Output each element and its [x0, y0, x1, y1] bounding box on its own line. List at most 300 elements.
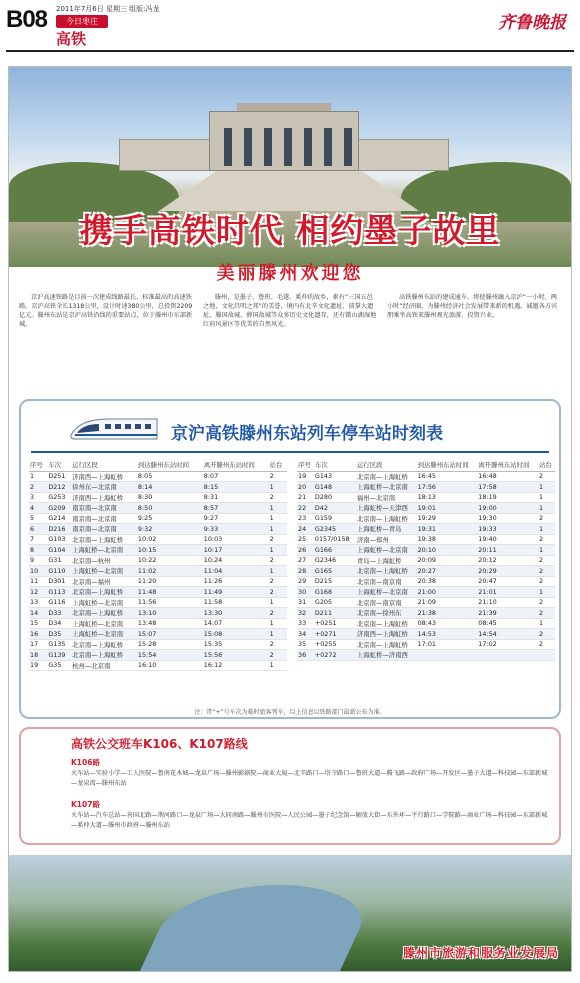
table-cell: 2	[29, 482, 47, 493]
table-cell: D215	[314, 576, 356, 587]
table-cell: 35	[297, 639, 314, 650]
table-cell: 23	[297, 513, 314, 524]
table-cell: G159	[314, 513, 356, 524]
table-cell: 08:43	[417, 618, 478, 629]
table-cell: 1	[269, 597, 287, 608]
table-cell: 20:12	[477, 555, 538, 566]
table-cell: G165	[314, 566, 356, 577]
table-cell: 19:01	[417, 503, 478, 514]
table-cell: 1	[269, 566, 287, 577]
table-cell: 21:09	[417, 597, 478, 608]
table-cell: 3	[29, 492, 47, 503]
table-row	[29, 597, 287, 608]
table-cell: 杭州—北京南	[71, 660, 137, 671]
table-cell: 19	[29, 660, 47, 671]
table-row	[297, 524, 555, 535]
timetable-header-cell: 运行区段	[71, 459, 137, 471]
table-row	[297, 482, 555, 493]
table-cell: G214	[47, 513, 71, 524]
table-cell: 15:07	[137, 629, 203, 640]
table-cell: 18:13	[417, 492, 478, 503]
table-cell: 13:30	[203, 608, 269, 619]
table-cell: 1	[269, 660, 287, 671]
table-cell: G35	[47, 660, 71, 671]
table-cell: 8:50	[137, 503, 203, 514]
table-row	[297, 597, 555, 608]
table-cell: 5	[29, 513, 47, 524]
table-row	[297, 576, 555, 587]
table-row	[29, 471, 287, 482]
table-cell: 2	[538, 513, 555, 524]
table-row	[29, 639, 287, 650]
table-cell: 1	[269, 482, 287, 493]
table-row	[29, 524, 287, 535]
timetable-header-cell: 序号	[297, 459, 314, 471]
table-cell: 13:48	[137, 618, 203, 629]
section-title: 高铁	[56, 30, 87, 48]
article-body	[19, 293, 561, 393]
table-cell: 8:14	[137, 482, 203, 493]
station-wing-right	[357, 139, 449, 171]
table-cell: D211	[314, 608, 356, 619]
table-row	[297, 513, 555, 524]
table-cell: 1	[538, 524, 555, 535]
timetable-rule	[31, 451, 549, 453]
scenic-river-image	[9, 855, 571, 972]
table-cell: 31	[297, 597, 314, 608]
table-cell: D216	[47, 524, 71, 535]
station-window	[264, 128, 272, 166]
table-row	[29, 650, 287, 661]
timetable-header-cell: 离开滕州东站时间	[477, 459, 538, 471]
station-window	[224, 128, 232, 166]
timetable-header-cell: 到达滕州东站时间	[137, 459, 203, 471]
table-row	[29, 503, 287, 514]
table-row	[297, 492, 555, 503]
table-cell: 2	[269, 608, 287, 619]
table-cell: 上海虹桥—北京南	[71, 618, 137, 629]
table-cell: 2	[538, 555, 555, 566]
table-cell: 北京南—上海虹桥	[71, 587, 137, 598]
table-cell: 北京南—上海虹桥	[356, 639, 417, 650]
station-building	[209, 111, 359, 171]
table-cell: 8:07	[203, 471, 269, 482]
article-paragraph: 京沪高速铁路是目前一次建成线路最长、标准最高的高速铁路。京沪高铁全长1318公里，设计时速380公里，总投资2209亿元。滕州东站是京沪高铁沿线的重要站点，位于滕州市东部新城。	[19, 294, 193, 328]
table-cell: 14	[29, 608, 47, 619]
table-cell: 北京南—福州	[71, 576, 137, 587]
table-cell: 1	[269, 524, 287, 535]
table-cell: 16:48	[477, 471, 538, 482]
table-cell: 21:00	[417, 587, 478, 598]
table-cell: 19:40	[477, 534, 538, 545]
table-cell: 济南西—上海虹桥	[71, 471, 137, 482]
table-cell: 南京南—北京南	[71, 503, 137, 514]
table-cell: 17:02	[477, 639, 538, 650]
table-cell: D280	[314, 492, 356, 503]
timetable-title: 京沪高铁滕州东站列车停车站时刻表	[171, 424, 443, 444]
table-cell: 上海虹桥—北京南	[356, 545, 417, 556]
table-row	[29, 555, 287, 566]
table-cell: 北京南—南京南	[356, 597, 417, 608]
table-cell: G104	[47, 545, 71, 556]
table-cell	[417, 650, 478, 661]
table-cell: 21:39	[477, 608, 538, 619]
table-cell: 1	[538, 503, 555, 514]
table-cell: 上海虹桥—北京南	[71, 566, 137, 577]
table-cell: 北京南—上海虹桥	[71, 534, 137, 545]
table-row	[29, 513, 287, 524]
table-cell: 2	[269, 576, 287, 587]
table-cell: 20:10	[417, 545, 478, 556]
table-row	[297, 545, 555, 556]
table-cell: G166	[314, 545, 356, 556]
table-cell: D42	[314, 503, 356, 514]
table-cell: 36	[297, 650, 314, 661]
table-cell: 4	[29, 503, 47, 514]
timetable-header-cell: 运行区段	[356, 459, 417, 471]
bus-route-box	[19, 727, 561, 845]
table-cell: 北京南—上海虹桥	[71, 639, 137, 650]
table-cell: 上海虹桥—济南西	[356, 650, 417, 661]
river-shape	[138, 885, 380, 972]
table-cell: G103	[47, 534, 71, 545]
timetable-header-row	[29, 459, 287, 471]
table-cell: 11	[29, 576, 47, 587]
table-cell: 2	[269, 555, 287, 566]
table-cell: 8:05	[137, 471, 203, 482]
table-cell: 20	[297, 482, 314, 493]
table-cell: 30	[297, 587, 314, 598]
table-cell: 1	[269, 618, 287, 629]
table-row	[29, 576, 287, 587]
table-cell: 20:47	[477, 576, 538, 587]
table-row	[297, 608, 555, 619]
table-cell: 上海虹桥—青岛	[356, 524, 417, 535]
table-row	[29, 545, 287, 556]
table-cell: G148	[314, 482, 356, 493]
page-header	[0, 0, 580, 60]
table-cell: 1	[538, 482, 555, 493]
table-cell: 17:56	[417, 482, 478, 493]
table-cell: 2	[538, 471, 555, 482]
table-row	[29, 492, 287, 503]
table-cell: 8:15	[203, 482, 269, 493]
table-cell: 34	[297, 629, 314, 640]
table-cell: 15:56	[203, 650, 269, 661]
table-cell: 25	[297, 534, 314, 545]
table-cell: 2	[269, 587, 287, 598]
table-cell: +0255	[314, 639, 356, 650]
table-cell: D212	[47, 482, 71, 493]
headline: 携手高铁时代 相约墨子故里	[79, 211, 501, 250]
table-cell: 1	[269, 629, 287, 640]
table-cell: 20:11	[477, 545, 538, 556]
table-cell: 13:10	[137, 608, 203, 619]
table-cell: 1	[29, 471, 47, 482]
table-cell: G143	[314, 471, 356, 482]
table-cell: 32	[297, 608, 314, 619]
table-cell: 11:02	[137, 566, 203, 577]
table-cell: 16:45	[417, 471, 478, 482]
table-cell: 27	[297, 555, 314, 566]
table-cell: G116	[47, 597, 71, 608]
table-cell: 2	[269, 650, 287, 661]
table-row	[29, 608, 287, 619]
table-cell: G31	[47, 555, 71, 566]
table-cell: 19:00	[477, 503, 538, 514]
table-cell: 33	[297, 618, 314, 629]
table-cell: G2346	[314, 555, 356, 566]
table-cell: 8	[29, 545, 47, 556]
station-window	[344, 128, 352, 166]
table-cell: 2	[269, 492, 287, 503]
station-window	[284, 128, 292, 166]
subheadline: 美丽滕州欢迎您	[216, 263, 364, 284]
table-cell: 青岛—上海虹桥	[356, 555, 417, 566]
timetable-header-cell: 站台	[538, 459, 555, 471]
table-cell: D301	[47, 576, 71, 587]
table-cell: 14:07	[203, 618, 269, 629]
table-cell: 13	[29, 597, 47, 608]
table-row	[297, 639, 555, 650]
table-cell: 10:22	[137, 555, 203, 566]
table-cell: 济南—郑州	[356, 534, 417, 545]
table-cell: 17	[29, 639, 47, 650]
timetable-header-cell: 序号	[29, 459, 47, 471]
timetable-right	[297, 459, 555, 661]
table-cell: 10:17	[203, 545, 269, 556]
table-cell: 08:45	[477, 618, 538, 629]
station-window	[244, 128, 252, 166]
table-cell: 9:25	[137, 513, 203, 524]
table-cell: G113	[47, 587, 71, 598]
table-cell: 20:27	[417, 566, 478, 577]
bus-route-title: 高铁公交班车K106、K107路线	[71, 737, 248, 751]
table-cell: 2	[269, 471, 287, 482]
table-cell: 2	[538, 576, 555, 587]
table-cell: 北京南—南京南	[356, 576, 417, 587]
table-cell: 2	[538, 629, 555, 640]
table-cell: 10:24	[203, 555, 269, 566]
table-cell: 8:31	[203, 492, 269, 503]
table-cell: 上海虹桥—天津西	[356, 503, 417, 514]
table-cell: 上海虹桥—北京南	[356, 482, 417, 493]
table-cell	[477, 650, 538, 661]
table-cell: 16	[29, 629, 47, 640]
table-cell: 9:27	[203, 513, 269, 524]
station-window	[324, 128, 332, 166]
table-row	[29, 534, 287, 545]
table-cell: 济南西—上海虹桥	[356, 629, 417, 640]
table-cell: 上海虹桥—北京南	[356, 587, 417, 598]
table-cell: 北京南—徐州东	[356, 608, 417, 619]
table-cell: 9:32	[137, 524, 203, 535]
route-k106-label: K106路	[71, 758, 100, 767]
table-row	[297, 555, 555, 566]
table-cell: D251	[47, 471, 71, 482]
table-cell: 北京南—上海虹桥	[71, 650, 137, 661]
timetable-box	[19, 399, 561, 719]
table-row	[29, 660, 287, 671]
table-cell: 26	[297, 545, 314, 556]
table-row	[29, 629, 287, 640]
table-cell: 2	[538, 608, 555, 619]
table-cell: 19:31	[417, 524, 478, 535]
table-cell: 20:09	[417, 555, 478, 566]
table-cell: 18	[29, 650, 47, 661]
table-cell: G209	[47, 503, 71, 514]
station-wing-left	[119, 139, 211, 171]
timetable-header-cell: 离开滕州东站时间	[203, 459, 269, 471]
header-rule	[6, 50, 574, 52]
table-cell: 22	[297, 503, 314, 514]
table-cell: 1	[269, 545, 287, 556]
table-row	[297, 587, 555, 598]
table-cell: +0272	[314, 650, 356, 661]
table-cell: 15	[29, 618, 47, 629]
table-cell: 南京南—北京南	[71, 513, 137, 524]
table-cell: 徐州东—北京南	[71, 482, 137, 493]
table-cell: 28	[297, 566, 314, 577]
table-cell: 1	[269, 513, 287, 524]
table-row	[297, 471, 555, 482]
timetable-header-cell: 车次	[314, 459, 356, 471]
table-cell: 21:01	[477, 587, 538, 598]
table-cell: D34	[47, 618, 71, 629]
station-window	[304, 128, 312, 166]
table-cell: 10:02	[137, 534, 203, 545]
table-cell: 15:08	[203, 629, 269, 640]
table-cell: 福州—北京南	[356, 492, 417, 503]
table-cell: 19:30	[477, 513, 538, 524]
table-cell: 19:33	[477, 524, 538, 535]
table-cell: 2	[269, 534, 287, 545]
table-cell: G168	[314, 587, 356, 598]
table-cell: 11:49	[203, 587, 269, 598]
page-number: B08	[6, 6, 48, 33]
table-cell: 上海虹桥—北京南	[71, 629, 137, 640]
table-cell: +0251	[314, 618, 356, 629]
table-cell: 1	[269, 503, 287, 514]
table-cell: 北京南—上海虹桥	[356, 566, 417, 577]
table-cell: D33	[47, 608, 71, 619]
section-pill: 今日枣庄	[56, 15, 108, 28]
route-k107-stops: 火车站—汽车总站—善国北路—荆河路口—龙泉广场—大同南路—滕州市医院—人民公园—墨子纪念馆—解放大街—东外环—平行路口—学院路—商业广场—科技园—东部新城—奚仲大道—滕州市政府—滕州东站	[71, 812, 548, 829]
table-cell: G135	[47, 639, 71, 650]
table-row	[29, 618, 287, 629]
table-cell: 11:26	[203, 576, 269, 587]
table-cell: 19:29	[417, 513, 478, 524]
table-row	[29, 482, 287, 493]
timetable-left	[29, 459, 287, 671]
table-cell: 20:29	[477, 566, 538, 577]
table-row	[297, 566, 555, 577]
table-cell: 1	[538, 492, 555, 503]
table-cell: 11:48	[137, 587, 203, 598]
table-cell: 南京南—北京南	[71, 524, 137, 535]
table-cell: 11:04	[203, 566, 269, 577]
sponsor-bureau: 滕州市旅游和服务业发展局	[402, 946, 559, 960]
table-cell: 15:54	[137, 650, 203, 661]
timetable-header-cell: 车次	[47, 459, 71, 471]
table-cell: 0157/0158	[314, 534, 356, 545]
table-row	[29, 587, 287, 598]
table-cell: D35	[47, 629, 71, 640]
table-cell: 1	[538, 545, 555, 556]
table-cell: 19	[297, 471, 314, 482]
table-cell: 16:12	[203, 660, 269, 671]
table-cell: 15:28	[137, 639, 203, 650]
table-row	[297, 534, 555, 545]
table-cell: 24	[297, 524, 314, 535]
paper-logo: 齐鲁晚报	[498, 13, 566, 33]
table-cell: 12	[29, 587, 47, 598]
table-cell: 济南西—上海虹桥	[71, 492, 137, 503]
table-cell: G139	[47, 650, 71, 661]
table-cell: 2	[538, 639, 555, 650]
table-row	[29, 566, 287, 577]
table-cell: 11:58	[203, 597, 269, 608]
table-cell: 2	[538, 534, 555, 545]
table-cell: 北京南—上海虹桥	[71, 608, 137, 619]
table-cell: 17:01	[417, 639, 478, 650]
timetable-header-row	[297, 459, 555, 471]
table-cell: 14:53	[417, 629, 478, 640]
timetable-header-cell: 到达滕州东站时间	[417, 459, 478, 471]
table-cell: 8:57	[203, 503, 269, 514]
table-cell: 9:33	[203, 524, 269, 535]
high-speed-train-icon	[69, 411, 159, 445]
table-row	[297, 618, 555, 629]
table-cell: 16:10	[137, 660, 203, 671]
route-k107-label: K107路	[71, 800, 100, 809]
table-cell: G205	[314, 597, 356, 608]
article-paragraph: 高铁滕州东站的建成通车，将使滕州融入京沪“一小时、两小时”经济圈，为滕州经济社会发展带来新的机遇。诚邀各方宾朋乘坐高铁来滕州观光旅游、投资兴业。	[387, 294, 558, 319]
table-cell: 北京南—杭州	[71, 555, 137, 566]
table-cell: 上海虹桥—北京南	[71, 545, 137, 556]
table-cell: 21	[297, 492, 314, 503]
table-cell: 10:03	[203, 534, 269, 545]
table-cell: 上海虹桥—北京南	[71, 597, 137, 608]
table-cell: 10	[29, 566, 47, 577]
table-cell: 9	[29, 555, 47, 566]
table-cell: 2	[538, 566, 555, 577]
table-cell: 10:15	[137, 545, 203, 556]
table-cell: 1	[538, 587, 555, 598]
table-cell: 2	[538, 597, 555, 608]
table-cell: +0271	[314, 629, 356, 640]
table-cell: 20:38	[417, 576, 478, 587]
table-cell: 北京南—上海虹桥	[356, 471, 417, 482]
table-row	[297, 503, 555, 514]
table-cell: 14:54	[477, 629, 538, 640]
table-cell: 15:35	[203, 639, 269, 650]
article-paragraph: 滕州，是墨子、鲁班、毛遂、奚仲的故乡，素有“三国五邑之地，文化昌明之邦”的美誉，境内有北辛文化遗址、前掌大遗址、滕国故城、薛国故城等众多历史文化遗存，还有微山湖湿地红荷风景区等优美的自然风光。	[203, 294, 377, 328]
table-cell: 17:58	[477, 482, 538, 493]
table-cell: 21:38	[417, 608, 478, 619]
table-cell: 11:56	[137, 597, 203, 608]
table-cell: 11:20	[137, 576, 203, 587]
table-cell	[538, 650, 555, 661]
table-cell: G2345	[314, 524, 356, 535]
feature-frame	[8, 66, 572, 972]
table-cell: 29	[297, 576, 314, 587]
timetable-header-cell: 站台	[269, 459, 287, 471]
table-cell: G110	[47, 566, 71, 577]
table-cell: 北京南—上海虹桥	[356, 513, 417, 524]
table-row	[297, 629, 555, 640]
table-cell: 18:19	[477, 492, 538, 503]
